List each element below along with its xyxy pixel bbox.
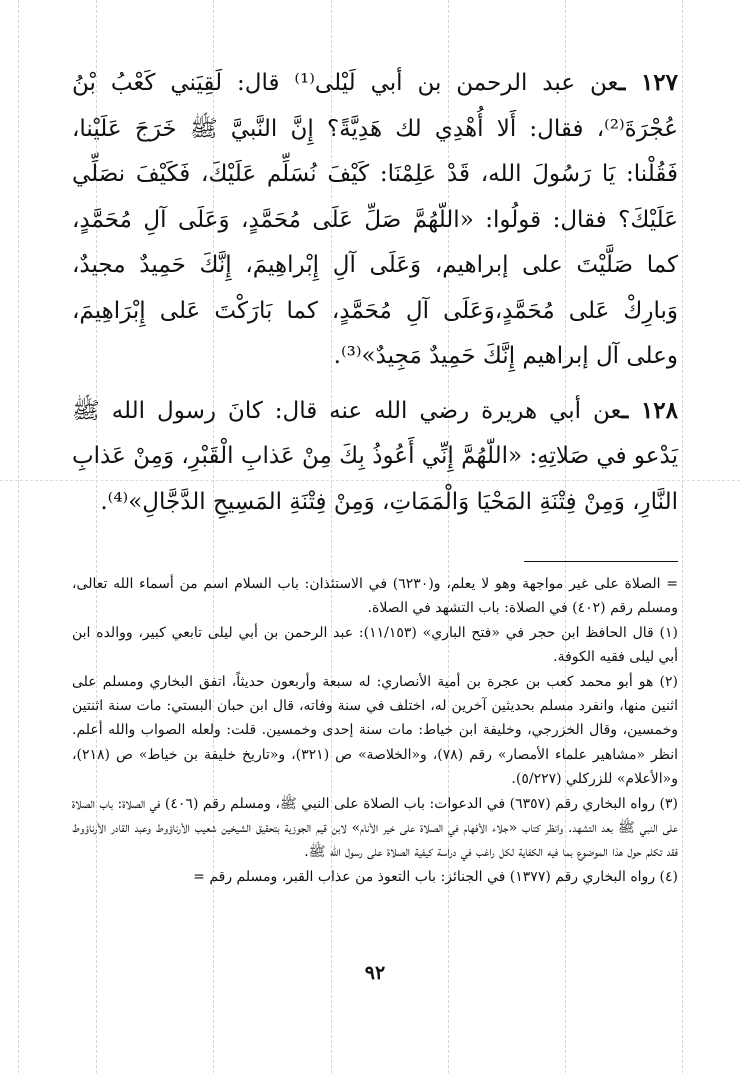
footnotes [72,572,678,889]
guide-line [18,0,19,1073]
footnote-separator [524,561,678,562]
hadith-text: عن أبي هريرة رضي الله عنه قال: كانَ رسول الله ﷺ يَدْعو في صَلاتِهِ: «اللّهُمَّ إِنِّي أَعُوذُ بِكَ مِنْ عَذابِ الْقَبْرِ، وَمِنْ عَذابِ النَّارِ، وَمِنْ فِتْنَةِ المَحْيَا وَالْمَمَاتِ، وَمِنْ فِتْنَةِ المَسِيحِ الدَّجَّالِ»⁽⁴⁾. [72,397,679,515]
hadith-127 [72,60,678,380]
page-number: ٩٢ [364,962,386,984]
hadith-128 [72,388,678,526]
hadith-number: ١٢٨ ـ [621,396,678,424]
guide-line [682,0,683,1073]
hadith-text: عن عبد الرحمن بن أبي لَيْلى⁽¹⁾ قال: لَقِيَني كَعْبُ بْنُ عُجْرَةَ⁽²⁾، فقال: أَلا أُهْدِي لك هَدِيَّةً؟ إِنَّ النَّبيَّ ﷺ خَرَجَ عَلَيْنا، فَقُلْنا: يَا رَسُولَ الله، قَدْ عَلِمْنَا: كَيْفَ نُسَلِّم عَلَيْكَ، فَكَيْفَ نصَلِّي عَلَيْكَ؟ فقال: قولُوا: «اللّهُمَّ صَلِّ عَلَى مُحَمَّدٍ، وَعَلَى آلِ مُحَمَّدٍ، كما صَلَّيْتَ على إبراهيم، وَعَلَى آلِ إِبْراهِيمَ، إِنَّكَ حَمِيدٌ مجيدٌ، وَبارِكْ عَلى مُحَمَّدٍ،وَعَلَى آلِ مُحَمَّدٍ، كما بَارَكْتَ عَلى إِبْرَاهِيمَ، وعلى آل إبراهيم إِنَّكَ حَمِيدٌ مَجِيدٌ»⁽³⁾. [72,70,678,369]
footnote-3: (٣) رواه البخاري رقم (٦٣٥٧) في الدعوات: باب الصلاة على النبي ﷺ، ومسلم رقم (٤٠٦) في الصلاة: باب الصلاة على النبي ﷺ بعد التشهد. وانظر كتاب «جلاء الأفهام في الصلاة على خير الأنام» لابن قيم الجوزية بتحقيق الشيخين شعيب الأرناؤوط وعبد القادر الأرناؤوط فقد تكلم حول هذا الموضوع بما فيه الكفاية لكل راغب في دراسة كيفية الصلاة على رسول الله ﷺ. [72,795,678,861]
hadith-number: ١٢٧ ـ [618,69,678,96]
footnote-2: (٢) هو أبو محمد كعب بن عجرة بن أمية الأنصاري: له سبعة وأربعون حديثاً، اتفق البخاري ومسلم على اثنين منها، وانفرد مسلم بحديثين آخرين له، اختلف في سنة وفاته، قال ابن حبان البستي: مات سنة اثنتين وخمسين، وقال الخزرجي، وخليفة ابن خياط: مات سنة إحدى وخمسين. قلت: ولعله الصواب والله أعلم. انظر «مشاهير علماء الأمصار» رقم (٧٨)، و«الخلاصة» ص (٣٢١)، و«تاريخ خليفة بن خياط» ص (٢١٨)، و«الأعلام» للزركلي (٥/٢٢٧). [72,673,678,788]
footnote-continuation: = الصلاة على غير مواجهة وهو لا يعلم، و(٦٢٣٠) في الاستئذان: باب السلام اسم من أسماء الله تعالى، ومسلم رقم (٤٠٢) في الصلاة: باب التشهد في الصلاة. [72,576,678,617]
document-page [72,60,678,1060]
footnote-4: (٤) رواه البخاري رقم (١٣٧٧) في الجنائز: باب التعوذ من عذاب القبر، ومسلم رقم = [193,868,678,885]
footnote-1: (١) قال الحافظ ابن حجر في «فتح الباري» (١١/١٥٣): عبد الرحمن بن أبي ليلى تابعي كبير، ووالده ابن أبي ليلى فقيه الكوفة. [72,624,679,666]
